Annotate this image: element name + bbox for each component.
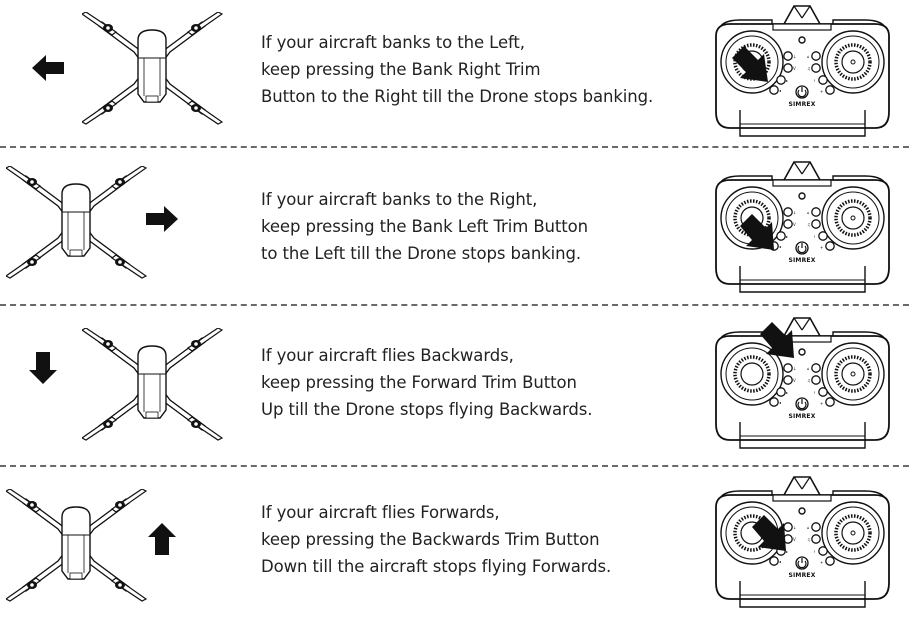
instruction-text bbox=[261, 29, 653, 110]
dashed-separator bbox=[0, 146, 909, 148]
drone-illustration bbox=[6, 166, 148, 279]
instruction-line: Up till the Drone stops flying Backwards. bbox=[261, 400, 593, 419]
drone-illustration bbox=[82, 12, 224, 125]
instruction-text bbox=[261, 186, 588, 267]
section-flies-backwards bbox=[0, 308, 909, 465]
arrow-up-icon bbox=[148, 523, 176, 555]
instruction-line: If your aircraft flies Backwards, bbox=[261, 346, 514, 365]
instruction-line: keep pressing the Bank Right Trim bbox=[261, 60, 541, 79]
instruction-line: Button to the Right till the Drone stops banking. bbox=[261, 87, 654, 106]
controller-illustration bbox=[710, 2, 895, 140]
dashed-separator bbox=[0, 465, 909, 467]
instruction-text bbox=[261, 499, 611, 580]
section-bank-right bbox=[0, 150, 909, 304]
instruction-line: If your aircraft banks to the Right, bbox=[261, 190, 538, 209]
dashed-separator bbox=[0, 304, 909, 306]
instruction-line: Down till the aircraft stops flying Forwards. bbox=[261, 557, 612, 576]
controller-illustration bbox=[710, 158, 895, 296]
arrow-right-icon bbox=[146, 206, 178, 232]
instruction-line: If your aircraft flies Forwards, bbox=[261, 503, 500, 522]
section-bank-left bbox=[0, 0, 909, 146]
arrow-left-icon bbox=[32, 55, 64, 81]
instruction-line: keep pressing the Backwards Trim Button bbox=[261, 530, 600, 549]
controller-illustration bbox=[710, 473, 895, 611]
instruction-line: to the Left till the Drone stops banking. bbox=[261, 244, 582, 263]
instruction-line: If your aircraft banks to the Left, bbox=[261, 33, 525, 52]
instruction-text bbox=[261, 342, 592, 423]
instruction-line: keep pressing the Bank Left Trim Button bbox=[261, 217, 588, 236]
drone-illustration bbox=[82, 328, 224, 441]
drone-illustration bbox=[6, 489, 148, 602]
instruction-line: keep pressing the Forward Trim Button bbox=[261, 373, 577, 392]
section-flies-forwards bbox=[0, 469, 909, 621]
controller-illustration bbox=[710, 314, 895, 452]
arrow-down-icon bbox=[29, 352, 57, 384]
